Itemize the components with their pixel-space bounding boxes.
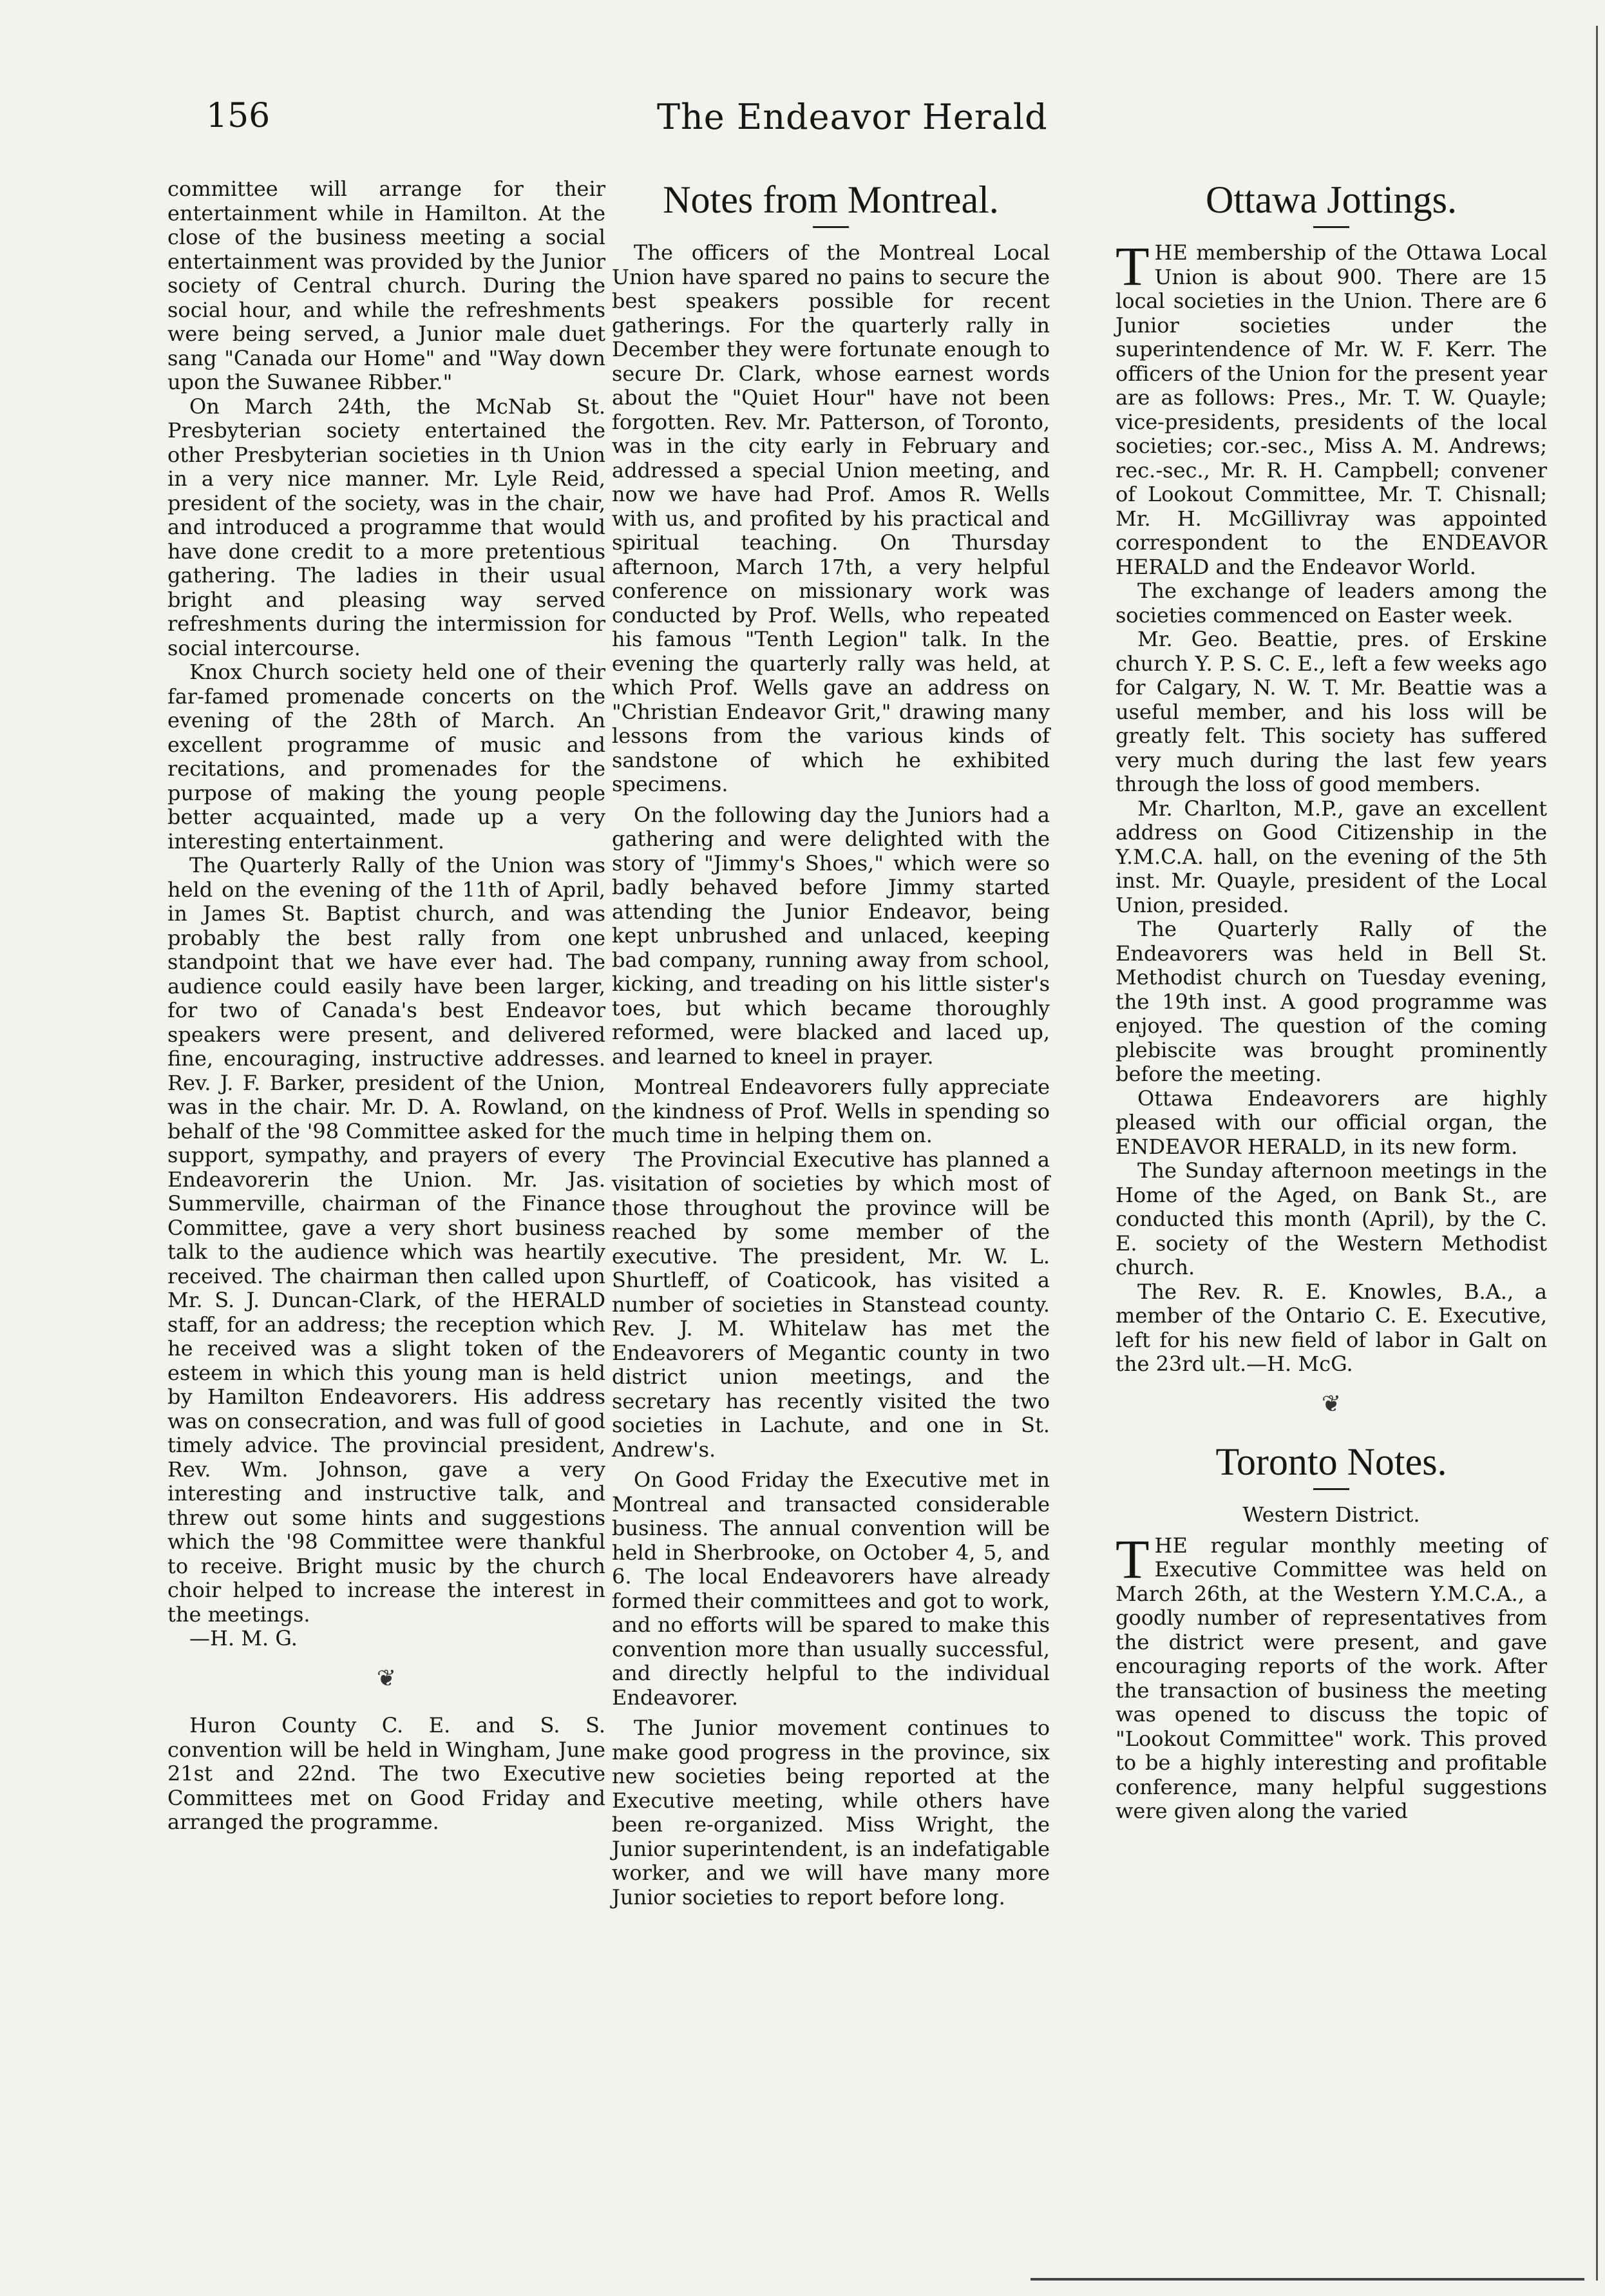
paragraph: The Quarterly Rally of the Endeavorers was held in Bell St. Methodist church on Tuesday evening, the 19th inst. A good programme was enjoyed. The question of the coming plebiscite was brought prominently before the meeting. — [1116, 917, 1547, 1086]
paragraph-huron: Huron County C. E. and S. S. convention will be held in Wingham, June 21st and 22nd. The two Executive Committees met on Good Friday and arranged the programme. — [167, 1713, 605, 1834]
page-header — [0, 97, 1605, 155]
paragraph: On March 24th, the McNab St. Presbyterian society entertained the other Presbyterian societies in th Union in a very nice manner. Mr. Lyle Reid, president of the society, was in the chair, and introduced a programme that would have done credit to a more pretentious gathering. The ladies in their usual bright and pleasing way served refreshments during the intermission for social intercourse. — [167, 394, 605, 660]
page-number: 156 — [206, 97, 271, 135]
paragraph: The exchange of leaders among the societies commenced on Easter week. — [1116, 579, 1547, 627]
paragraph-lead — [1116, 1527, 1547, 1824]
drop-cap: T — [1116, 1527, 1150, 1590]
drop-cap: T — [1116, 235, 1150, 297]
article-title-toronto: Toronto Notes. — [1215, 1440, 1447, 1483]
article-title-ottawa: Ottawa Jottings. — [1206, 178, 1457, 221]
paragraph: On the following day the Juniors had a gathering and were delighted with the story of "Jimmy's Shoes," which were so badly behaved before Jimmy started attending the Junior Endeavor, being kept unbrushed and unlaced, keeping bad company, running away from school, kicking, and treading on his little sister's toes, but which became thoroughly reformed, were blacked and laced up, and learned to kneel in prayer. — [612, 802, 1050, 1069]
page-edge-rule — [1596, 26, 1598, 2281]
article-title-montreal: Notes from Montreal. — [663, 178, 999, 221]
title-divider — [1313, 226, 1349, 228]
column-hamilton — [167, 177, 605, 1835]
paragraph-lead — [1116, 235, 1547, 579]
column-montreal — [612, 177, 1050, 1909]
paragraph: The Rev. R. E. Knowles, B.A., a member of the Ontario C. E. Executive, left for his new field of labor in Galt on the 23rd ult.—H. McG. — [1116, 1279, 1547, 1376]
paragraph: On Good Friday the Executive met in Montreal and transacted considerable business. The annual convention will be held in Sherbrooke, on October 4, 5, and 6. The local Endeavorers have already formed their committees and got to work, and no efforts will be spared to make this convention more than usually successful, and directly helpful to the individual Endeavorer. — [612, 1468, 1050, 1710]
paragraph: committee will arrange for their entertainment while in Hamilton. At the close of the business meeting a social entertainment was provided by the Junior society of Central church. During the social hour, and while the refreshments were being served, a Junior male duet sang "Canada our Home" and "Way down upon the Suwanee Ribber." — [167, 177, 605, 394]
paragraph: The officers of the Montreal Local Union have spared no pains to secure the best speakers possible for recent gatherings. For the quarterly rally in December they were fortunate enough to secure Dr. Clark, whose earnest words about the "Quiet Hour" have not been forgotten. Rev. Mr. Patterson, of Toronto, was in the city early in February and addressed a special Union meeting, and now we have had Prof. Amos R. Wells with us, and profited by his practical and spiritual teaching. On Thursday afternoon, March 17th, a very helpful conference on missionary work was conducted by Prof. Wells, who repeated his famous "Tenth Legion" talk. In the evening the quarterly rally was held, at which Prof. Wells gave an address on "Christian Endeavor Grit," drawing many lessons from the various kinds of sandstone of which he exhibited specimens. — [612, 240, 1050, 796]
page-bottom-rule — [1030, 2278, 1584, 2281]
paragraph: Mr. Geo. Beattie, pres. of Erskine church Y. P. S. C. E., left a few weeks ago for Calgary, N. W. T. Mr. Beattie was a useful member, and his loss will be greatly felt. This society has suffered very much during the last few years through the loss of good members. — [1116, 627, 1547, 796]
paragraph: The Quarterly Rally of the Union was held on the evening of the 11th of April, in James St. Baptist church, and was probably the best rally from one standpoint that we have ever had. The audience could easily have been larger, for two of Canada's best Endeavor speakers were present, and delivered fine, encouraging, instructive addresses. Rev. J. F. Barker, president of the Union, was in the chair. Mr. D. A. Rowland, on behalf of the '98 Committee asked for the support, sympathy, and prayers of every Endeavorerin the Union. Mr. Jas. Summerville, chairman of the Finance Committee, gave a very short business talk to the audience which was heartily received. The chairman then called upon Mr. S. J. Duncan-Clark, of the HERALD staff, for an address; the reception which he received was a slight token of the esteem in which this young man is held by Hamilton Endeavorers. His address was on consecration, and was full of good timely advice. The provincial president, Rev. Wm. Johnson, gave a very interesting and instructive talk, and threw out some hints and suggestions which the '98 Committee were thankful to receive. Bright music by the church choir helped to increase the interest in the meetings. — [167, 853, 605, 1627]
paragraph: Mr. Charlton, M.P., gave an excellent address on Good Citizenship in the Y.M.C.A. hall, on the evening of the 5th inst. Mr. Quayle, president of the Local Union, presided. — [1116, 796, 1547, 917]
lead-text: HE regular monthly meeting of Executive Committee was held on March 26th, at the Western Y.M.C.A., a goodly number of representatives from the district were present, and gave encouraging reports of the work. After the transaction of business the meeting was opened to discuss the topic of "Lookout Committee" work. This proved to be a highly interesting and profitable conference, many helpful suggestions were given along the varied — [1116, 1533, 1547, 1823]
paragraph: Knox Church society held one of their far-famed promenade concerts on the evening of the 28th of March. An excellent programme of music and recitations, and promenades for the purpose of making the young people better acquainted, made up a very interesting entertainment. — [167, 660, 605, 854]
ornament-icon: ❦ — [1321, 1390, 1342, 1417]
subheading-western-district: Western District. — [1242, 1502, 1420, 1527]
signature: —H. M. G. — [189, 1626, 298, 1650]
lead-text: HE membership of the Ottawa Local Union is about 900. There are 15 local societies in the Union. There are 6 Junior societies under the superintendence of Mr. W. F. Kerr. The officers of the Union for the present year are as follows: Pres., Mr. T. W. Quayle; vice-presidents, presidents of the local societies; cor.-sec., Miss A. M. Andrews; rec.-sec., Mr. R. H. Campbell; convener of Lookout Committee, Mr. T. Chisnall; Mr. H. McGillivray was appointed correspondent to the ENDEAVOR HERALD and the Endeavor World. — [1116, 240, 1547, 579]
title-divider — [813, 226, 849, 228]
title-divider — [1313, 1488, 1349, 1490]
ornament-icon: ❦ — [376, 1665, 397, 1692]
paragraph: The Sunday afternoon meetings in the Home of the Aged, on Bank St., are conducted this month (April), by the C. E. society of the Western Methodist church. — [1116, 1158, 1547, 1279]
column-ottawa — [1116, 177, 1547, 1824]
paragraph: The Junior movement continues to make good progress in the province, six new societies being reported at the Executive meeting, while others have been re-organized. Miss Wright, the Junior superintendent, is an indefatigable worker, and we will have many more Junior societies to report before long. — [612, 1716, 1050, 1909]
paragraph: The Provincial Executive has planned a visitation of societies by which most of those throughout the province will be reached by some member of the executive. The president, Mr. W. L. Shurtleff, of Coaticook, has visited a number of societies in Stanstead county. Rev. J. M. Whitelaw has met the Endeavorers of Megantic county in two district union meetings, and the secretary has recently visited the two societies in Lachute, and one in St. Andrew's. — [612, 1147, 1050, 1462]
paragraph: Ottawa Endeavorers are highly pleased with our official organ, the ENDEAVOR HERALD, in its new form. — [1116, 1086, 1547, 1159]
paragraph: Montreal Endeavorers fully appreciate the kindness of Prof. Wells in spending so much time in helping them on. — [612, 1075, 1050, 1147]
masthead: The Endeavor Herald — [657, 97, 1048, 137]
